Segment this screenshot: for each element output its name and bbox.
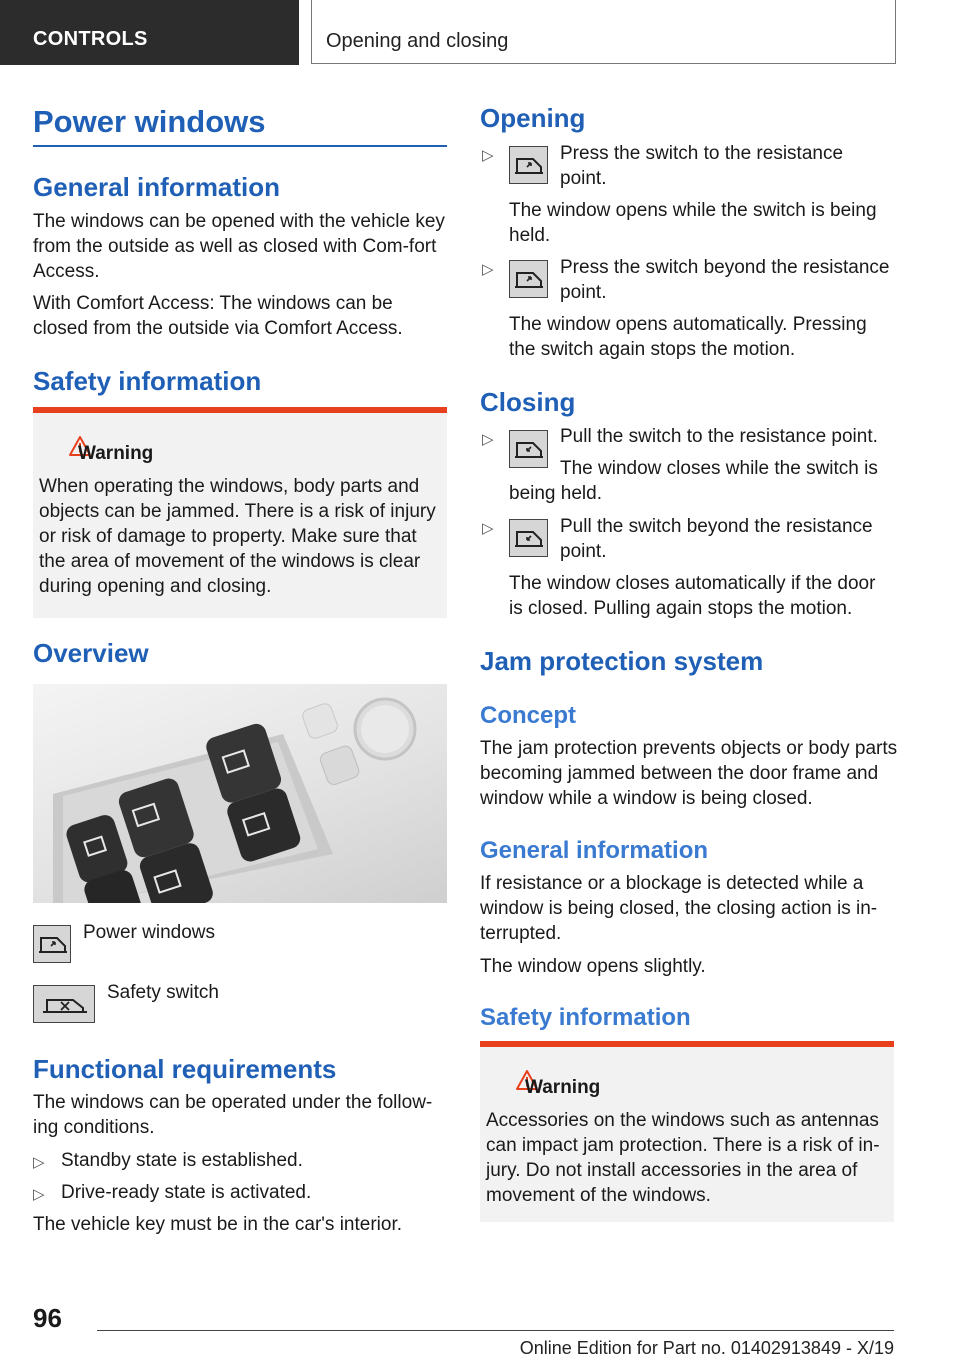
power-window-icon — [33, 925, 71, 963]
general-info-heading: General information — [33, 172, 281, 202]
jam-protection-heading: Jam protection system — [480, 646, 764, 676]
closing-step-1: Pull the switch to the resistance point. — [560, 426, 878, 447]
bullet-icon: ▷ — [33, 1186, 45, 1203]
opening-heading: Opening — [480, 103, 586, 133]
page-number: 96 — [33, 1303, 62, 1333]
concept-heading: Concept — [480, 702, 576, 729]
power-window-icon — [509, 146, 548, 184]
key-note: The vehicle key must be in the car's interior. — [33, 1214, 403, 1235]
page-title: Power windows — [33, 104, 266, 139]
bullet-icon: ▷ — [482, 261, 494, 278]
title-rule — [33, 145, 447, 147]
closing-step-2: Pull the switch beyond the resistance point. — [560, 516, 873, 562]
chapter-label: Opening and closing — [326, 30, 509, 52]
window-switch-photo — [33, 684, 447, 903]
bullet-icon: ▷ — [482, 147, 494, 164]
footer-rule — [97, 1330, 894, 1331]
closing-result-2: The window closes automatically if the door is closed. Pulling again stops the motion. — [509, 573, 876, 619]
power-window-icon — [509, 260, 548, 298]
condition-item: Drive-ready state is activated. — [61, 1182, 312, 1203]
safety-switch-icon — [33, 985, 95, 1023]
warning-label: Warning — [525, 1077, 601, 1098]
functional-req-text: The windows can be operated under the follow-ing conditions. — [33, 1092, 433, 1138]
concept-text: The jam protection prevents objects or body parts becoming jammed between the door frame and window while a window is being closed. — [480, 738, 898, 809]
bullet-icon: ▷ — [33, 1154, 45, 1171]
warning-text: Accessories on the windows such as antennas can impact jam protection. There is a risk of in-jury. Do not install accessories in the area of movement of the windows. — [486, 1110, 880, 1206]
closing-result-1: The window closes while the switch is being held. — [509, 458, 878, 504]
bullet-icon: ▷ — [482, 520, 494, 537]
general-info-text-1: The windows can be opened with the vehicle key from the outside as well as closed with Com-fort Access. — [33, 211, 445, 282]
chapter-tab — [311, 0, 896, 64]
warning-box — [480, 1041, 894, 1222]
section-label: CONTROLS — [33, 28, 148, 50]
overview-heading: Overview — [33, 638, 149, 668]
opening-step-2: Press the switch beyond the resistance point. — [560, 257, 890, 303]
legend-safety-switch: Safety switch — [107, 982, 219, 1003]
section-tab — [0, 0, 299, 65]
legend-power-windows: Power windows — [83, 922, 215, 943]
general-info-text-4: The window opens slightly. — [480, 956, 706, 977]
functional-req-heading: Functional requirements — [33, 1054, 337, 1084]
general-info-text-2: With Comfort Access: The windows can be closed from the outside via Comfort Access. — [33, 293, 403, 339]
condition-item: Standby state is established. — [61, 1150, 303, 1171]
opening-result-1: The window opens while the switch is being held. — [509, 200, 877, 246]
opening-result-2: The window opens automatically. Pressing the switch again stops the motion. — [509, 314, 867, 360]
warning-box — [33, 407, 447, 618]
opening-step-1: Press the switch to the resistance point. — [560, 143, 844, 189]
warning-label: Warning — [78, 443, 154, 464]
bullet-icon: ▷ — [482, 431, 494, 448]
safety-info-heading-2: Safety information — [480, 1004, 691, 1031]
warning-text: When operating the windows, body parts and objects can be jammed. There is a risk of injury or risk of damage to property. Make sure that the area of movement of the windows is clear during opening and closing. — [39, 476, 436, 597]
edition-note: Online Edition for Part no. 01402913849 - X/19 — [519, 1338, 894, 1358]
power-window-icon — [509, 519, 548, 557]
safety-info-heading: Safety information — [33, 366, 262, 396]
general-info-text-3: If resistance or a blockage is detected while a window is being closed, the closing action is in-terrupted. — [480, 873, 878, 944]
general-info-heading-2: General information — [480, 837, 709, 864]
closing-heading: Closing — [480, 387, 576, 417]
